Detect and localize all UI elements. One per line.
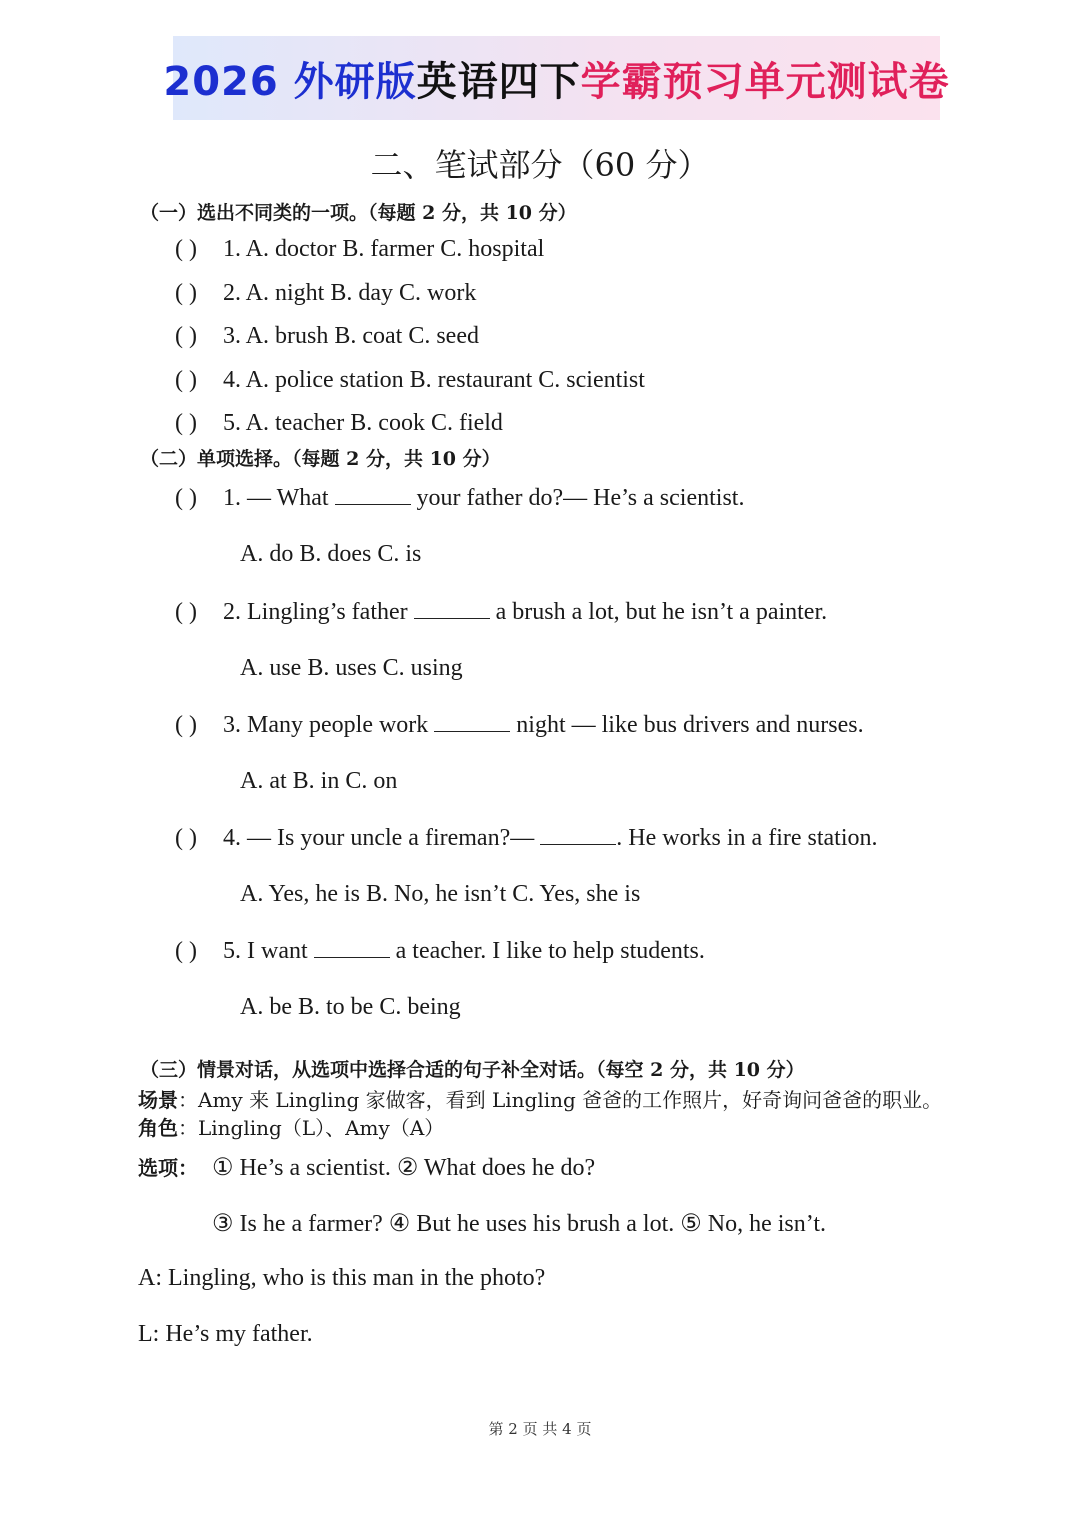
- answer-paren[interactable]: ( ): [175, 712, 197, 738]
- banner-part2: 英语四下: [416, 58, 581, 105]
- s2-question-5: [175, 938, 705, 965]
- question-before: 3. Many people work: [223, 712, 429, 738]
- s2-options-3: A. at B. in C. on: [240, 768, 398, 794]
- answer-blank[interactable]: [434, 713, 510, 732]
- answer-blank[interactable]: [335, 486, 411, 505]
- s1-question-1: [175, 236, 544, 263]
- s1-question-2: [175, 280, 476, 307]
- banner-part1: 2026 外研版: [163, 58, 417, 105]
- choices-line-2: ③ Is he a farmer? ④ But he uses his brush a lot. ⑤ No, he isn’t.: [212, 1211, 826, 1237]
- answer-blank[interactable]: [314, 939, 390, 958]
- s1-question-text: 5. A. teacher B. cook C. field: [223, 410, 503, 436]
- choices-line-1: [138, 1152, 595, 1182]
- answer-blank[interactable]: [414, 600, 490, 619]
- answer-paren[interactable]: ( ): [175, 599, 197, 625]
- s2-question-4: [175, 825, 878, 852]
- answer-paren[interactable]: ( ): [175, 280, 197, 306]
- s1-question-text: 4. A. police station B. restaurant C. scientist: [223, 367, 645, 393]
- page-footer: 第 2 页 共 4 页: [488, 1420, 592, 1438]
- answer-paren[interactable]: ( ): [175, 410, 197, 436]
- question-before: 2. Lingling’s father: [223, 599, 408, 625]
- dialogue-line-1: A: Lingling, who is this man in the photo?: [138, 1265, 546, 1291]
- answer-blank[interactable]: [540, 826, 616, 845]
- choices-text-1: ① He’s a scientist. ② What does he do?: [212, 1155, 596, 1181]
- page-banner: [163, 36, 950, 120]
- s1-question-5: [175, 410, 503, 437]
- question-before: 1. — What: [223, 485, 329, 511]
- section2-heading: （二）单项选择。（每题 2 分，共 10 分）: [140, 448, 501, 470]
- s1-question-text: 1. A. doctor B. farmer C. hospital: [223, 236, 545, 262]
- scene-label: 场景: [138, 1088, 178, 1112]
- role-line: [138, 1112, 444, 1141]
- dialogue-line-2: L: He’s my father.: [138, 1321, 313, 1347]
- answer-paren[interactable]: ( ): [175, 323, 197, 349]
- s2-question-1: [175, 485, 744, 512]
- s1-question-4: [175, 367, 645, 394]
- s2-options-5: A. be B. to be C. being: [240, 994, 461, 1020]
- question-after: . He works in a fire station.: [616, 825, 878, 851]
- answer-paren[interactable]: ( ): [175, 485, 197, 511]
- question-before: 5. I want: [223, 938, 308, 964]
- s1-question-text: 2. A. night B. day C. work: [223, 280, 477, 306]
- section1-heading: （一）选出不同类的一项。（每题 2 分，共 10 分）: [140, 202, 577, 224]
- answer-paren[interactable]: ( ): [175, 938, 197, 964]
- choices-label: 选项：: [138, 1156, 198, 1180]
- answer-paren[interactable]: ( ): [175, 367, 197, 393]
- question-after: your father do?— He’s a scientist.: [416, 485, 745, 511]
- scene-text: ：Amy 来 Lingling 家做客，看到 Lingling 爸爸的工作照片，好奇询问爸爸的职业。: [178, 1088, 943, 1112]
- page-title: 二、笔试部分（60 分）: [370, 146, 710, 184]
- s1-question-text: 3. A. brush B. coat C. seed: [223, 323, 479, 349]
- section3-heading: （三）情景对话，从选项中选择合适的句子补全对话。（每空 2 分，共 10 分）: [140, 1059, 805, 1081]
- role-text: ：Lingling（L）、Amy（A）: [178, 1116, 445, 1140]
- answer-paren[interactable]: ( ): [175, 825, 197, 851]
- question-after: night — like bus drivers and nurses.: [516, 712, 864, 738]
- scene-line: [138, 1084, 942, 1113]
- question-before: 4. — Is your uncle a fireman?—: [223, 825, 535, 851]
- s1-question-3: [175, 323, 479, 350]
- question-after: a teacher. I like to help students.: [395, 938, 705, 964]
- s2-options-2: A. use B. uses C. using: [240, 655, 463, 681]
- s2-question-3: [175, 712, 864, 739]
- s2-options-1: A. do B. does C. is: [240, 541, 422, 567]
- banner-part3: 学霸预习单元测试卷: [580, 58, 950, 105]
- role-label: 角色: [138, 1116, 178, 1140]
- question-after: a brush a lot, but he isn’t a painter.: [495, 599, 828, 625]
- answer-paren[interactable]: ( ): [175, 236, 197, 262]
- s2-options-4: A. Yes, he is B. No, he isn’t C. Yes, she is: [240, 881, 641, 907]
- s2-question-2: [175, 599, 827, 626]
